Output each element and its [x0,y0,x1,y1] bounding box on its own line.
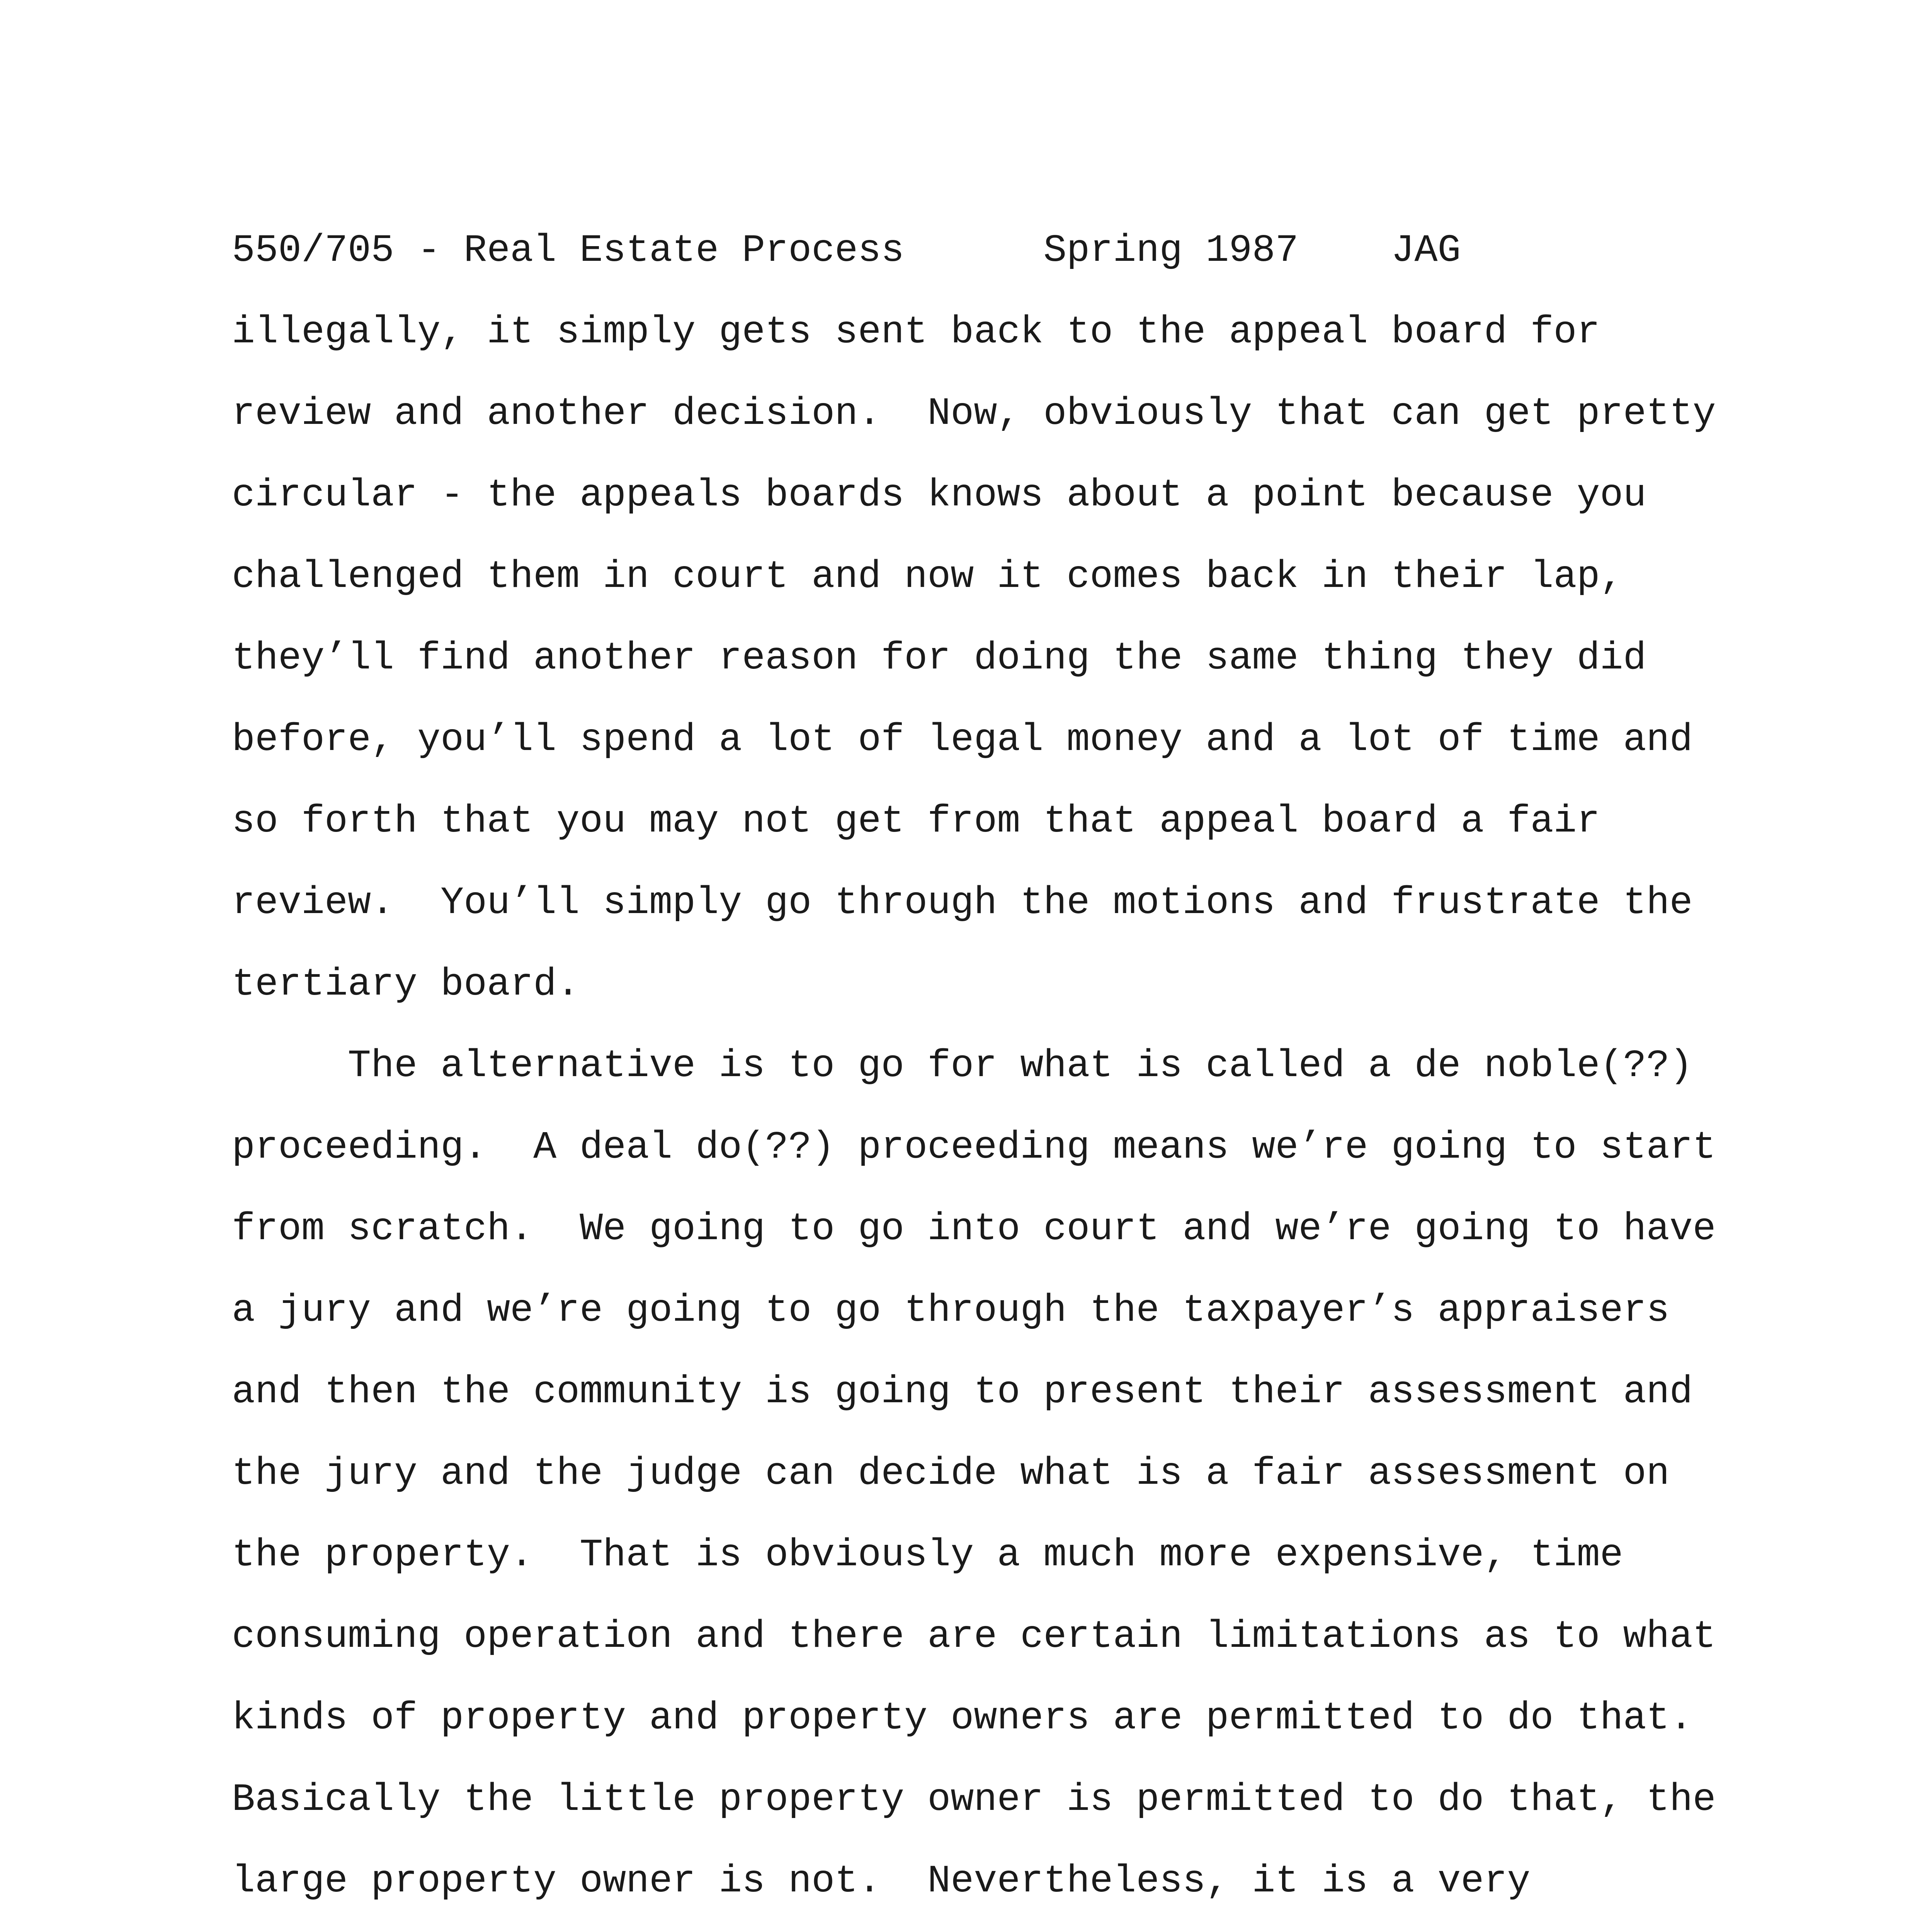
text-line: The alternative is to go for what is called a de noble(??) [232,1044,1693,1088]
text-line: and then the community is going to present their assessment and [232,1371,1693,1414]
text-line: so forth that you may not get from that appeal board a fair [232,800,1600,844]
text-line: Basically the little property owner is permitted to do that, the [232,1778,1716,1822]
text-line: consuming operation and there are certain limitations as to what [232,1615,1716,1659]
text-line: circular - the appeals boards knows about a point because you [232,474,1646,517]
text-line: tertiary board. [232,963,580,1007]
text-line: proceeding. A deal do(??) proceeding means we’re going to start [232,1126,1716,1170]
text-line: the property. That is obviously a much more expensive, time [232,1534,1623,1577]
text-line: challenged them in court and now it comes back in their lap, [232,555,1623,599]
text-line: a jury and we’re going to go through the taxpayer’s appraisers [232,1289,1670,1333]
page-header: 550/705 - Real Estate Process Spring 1987 JAG [232,229,1461,273]
text-line: before, you’ll spend a lot of legal money and a lot of time and [232,718,1693,762]
text-line: kinds of property and property owners are permitted to do that. [232,1697,1693,1740]
text-line: illegally, it simply gets sent back to the appeal board for [232,311,1600,354]
text-line: they’ll find another reason for doing the same thing they did [232,637,1646,680]
text-line: review. You’ll simply go through the motions and frustrate the [232,881,1693,925]
text-line: the jury and the judge can decide what is a fair assessment on [232,1452,1670,1496]
text-line: from scratch. We going to go into court and we’re going to have [232,1208,1716,1251]
text-line: review and another decision. Now, obviously that can get pretty [232,392,1716,436]
text-line: large property owner is not. Nevertheless, it is a very [232,1860,1531,1903]
